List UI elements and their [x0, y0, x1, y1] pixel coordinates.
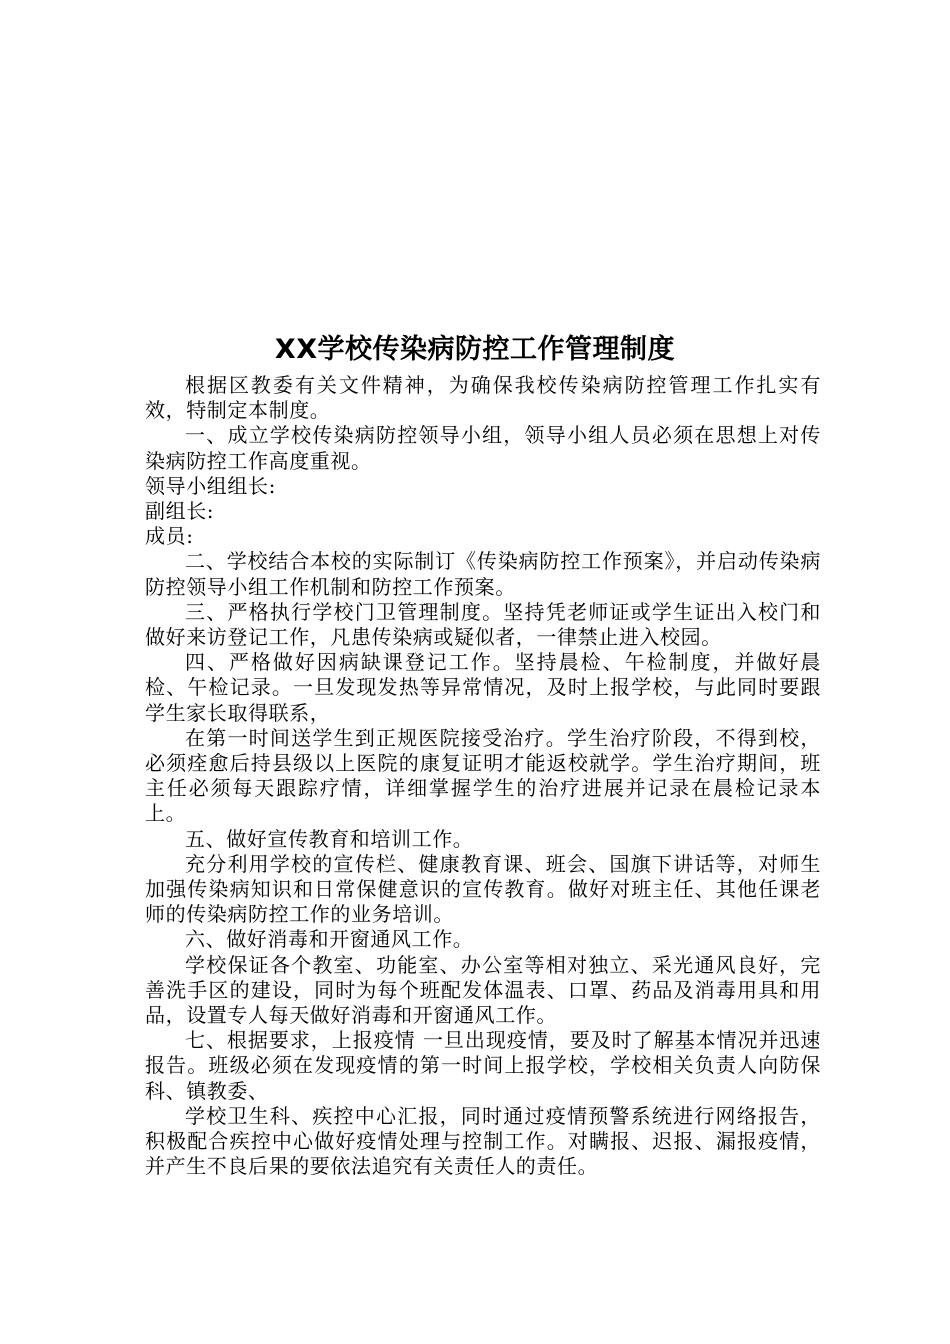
paragraph-section-1: 一、成立学校传染病防控领导小组，领导小组人员必须在思想上对传染病防控工作高度重视。: [145, 423, 821, 473]
paragraph-section-7-continued: 学校卫生科、疾控中心汇报，同时通过疫情预警系统进行网络报告，积极配合疾控中心做好疫情处理与控制工作。对瞒报、迟报、漏报疫情，并产生不良后果的要依法追究有关责任人的责任。: [145, 1103, 821, 1179]
paragraph-section-4: 四、严格做好因病缺课登记工作。坚持晨检、午检制度，并做好晨检、午检记录。一旦发现发热等异常情况，及时上报学校，与此同时要跟学生家长取得联系，: [145, 650, 821, 725]
paragraph-section-3: 三、严格执行学校门卫管理制度。坚持凭老师证或学生证出入校门和做好来访登记工作，凡患传染病或疑似者，一律禁止进入校园。: [145, 599, 821, 650]
document-body: [145, 373, 821, 1180]
paragraph-section-4-continued: 在第一时间送学生到正规医院接受治疗。学生治疗阶段，不得到校，必须痊愈后持县级以上医院的康复证明才能返校就学。学生治疗期间，班主任必须每天跟踪疗情，详细掌握学生的治疗进展并记录在晨检记录本上。: [145, 725, 821, 826]
paragraph-intro: 根据区教委有关文件精神，为确保我校传染病防控管理工作扎实有效，特制定本制度。: [145, 373, 821, 423]
paragraph-deputy-leader: 副组长:: [145, 499, 215, 524]
paragraph-section-6-detail: 学校保证各个教室、功能室、办公室等相对独立、采光通风良好，完善洗手区的建设，同时为每个班配发体温表、口罩、药品及消毒用具和用品，设置专人每天做好消毒和开窗通风工作。: [145, 952, 821, 1028]
paragraph-section-5: 五、做好宣传教育和培训工作。: [185, 826, 474, 851]
paragraph-section-6: 六、做好消毒和开窗通风工作。: [185, 927, 474, 952]
paragraph-section-5-detail: 充分利用学校的宣传栏、健康教育课、班会、国旗下讲话等，对师生加强传染病知识和日常保健意识的宣传教育。做好对班主任、其他任课老师的传染病防控工作的业务培训。: [145, 851, 821, 927]
paragraph-section-7: 七、根据要求，上报疫情 一旦出现疫情，要及时了解基本情况并迅速报告。班级必须在发现疫情的第一时间上报学校，学校相关负责人向防保科、镇教委、: [145, 1028, 821, 1103]
paragraph-members: 成员:: [145, 524, 194, 549]
document-title: XX学校传染病防控工作管理制度: [274, 334, 676, 365]
paragraph-leader: 领导小组组长:: [145, 473, 276, 498]
paragraph-section-2: 二、学校结合本校的实际制订《传染病防控工作预案》，并启动传染病防控领导小组工作机制和防控工作预案。: [145, 549, 821, 599]
